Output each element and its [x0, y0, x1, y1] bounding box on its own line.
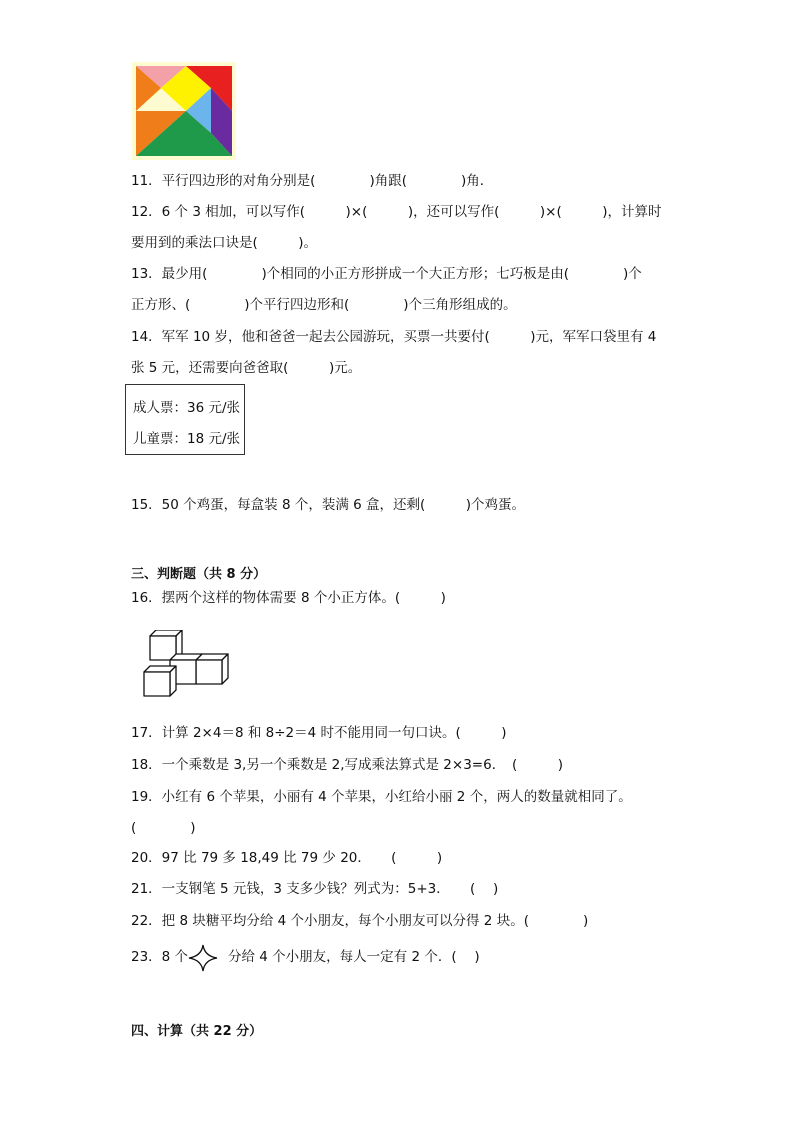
section-heading-calc: 四、计算（共 22 分） [131, 1024, 263, 1039]
question-21: 21．一支钢笔 5 元钱，3 支多少钱？列式为：5+3． ( ) [131, 881, 499, 897]
four-point-star-icon [188, 944, 218, 972]
question-17: 17．计算 2×4＝8 和 8÷2＝4 时不能用同一句口诀。( ) [131, 725, 507, 741]
child-ticket-price: 儿童票：18 元/张 [133, 431, 241, 447]
question-19-line1: 19．小红有 6 个苹果，小丽有 4 个苹果，小红给小丽 2 个，两人的数量就相同了。 [131, 789, 632, 805]
question-12-line1: 12．6 个 3 相加，可以写作( )×( )，还可以写作( )×( )，计算时 [131, 204, 662, 220]
question-14-line2: 张 5 元，还需要向爸爸取( )元。 [131, 360, 362, 376]
question-18: 18．一个乘数是 3,另一个乘数是 2,写成乘法算式是 2×3=6． ( ) [131, 757, 563, 773]
question-20: 20．97 比 79 多 18,49 比 79 少 20． ( ) [131, 850, 443, 866]
tangram-icon [132, 62, 236, 160]
question-15: 15．50 个鸡蛋，每盒装 8 个，装满 6 盒，还剩( )个鸡蛋。 [131, 497, 526, 513]
question-23-prefix: 23．8 个 [131, 949, 189, 965]
ticket-price-box [125, 384, 245, 455]
question-12-line2: 要用到的乘法口诀是( )。 [131, 235, 318, 251]
question-11: 11．平行四边形的对角分别是( )角跟( )角． [131, 173, 494, 189]
question-16: 16．摆两个这样的物体需要 8 个小正方体。( ) [131, 590, 446, 606]
adult-ticket-price: 成人票：36 元/张 [133, 400, 241, 416]
question-19-line2: ( ) [131, 820, 196, 836]
cube-stack-icon [138, 630, 234, 702]
question-23-suffix: 分给 4 个小朋友，每人一定有 2 个．( ) [228, 949, 480, 965]
section-heading-judge: 三、判断题（共 8 分） [131, 567, 267, 582]
question-14-line1: 14．军军 10 岁，他和爸爸一起去公园游玩，买票一共要付( )元，军军口袋里有 4 [131, 329, 657, 345]
question-13-line1: 13．最少用( )个相同的小正方形拼成一个大正方形；七巧板是由( )个 [131, 266, 642, 282]
question-13-line2: 正方形、( )个平行四边形和( )个三角形组成的。 [131, 297, 517, 313]
question-22: 22．把 8 块糖平均分给 4 个小朋友，每个小朋友可以分得 2 块。( ) [131, 913, 589, 929]
